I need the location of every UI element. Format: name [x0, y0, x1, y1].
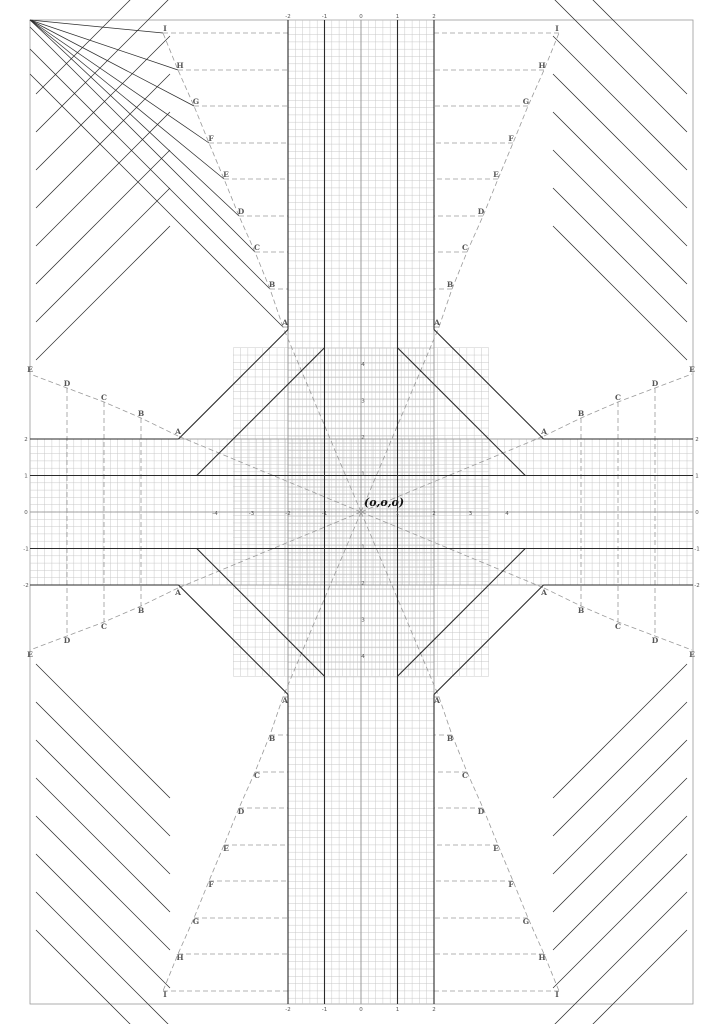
left-tick-label: 0 [24, 510, 28, 516]
point-label: B [577, 409, 585, 418]
point-label: A [434, 318, 440, 327]
point-label: A [541, 427, 547, 436]
hatch-line [553, 112, 687, 246]
point-label: E [27, 365, 33, 374]
right-tick-label: -1 [694, 546, 700, 553]
hatch-line [36, 112, 170, 246]
hatch-line [553, 74, 687, 208]
hatch-line [553, 0, 687, 94]
origin-label: (o,o,o) [364, 496, 405, 509]
left-tick-label: 2 [24, 437, 28, 443]
point-label: B [446, 280, 454, 289]
radial-line [361, 327, 439, 512]
point-label: C [254, 243, 260, 252]
point-label: D [63, 636, 71, 645]
hatch-line [36, 854, 170, 988]
bottom-tick-label: -2 [285, 1007, 291, 1013]
left-tick-label: 1 [24, 473, 28, 480]
horizontal-axis-tick: -3 [248, 511, 255, 517]
hatch-line [553, 778, 687, 912]
bottom-right-outline [439, 697, 559, 991]
top-tick-label: 1 [395, 14, 400, 20]
hatch-line [553, 702, 687, 836]
vertical-axis-tick: 2 [361, 581, 365, 587]
point-label: D [477, 807, 485, 816]
top-left-outline [163, 33, 283, 327]
vertical-axis-tick: 1 [361, 544, 365, 551]
horizontal-axis-tick: 2 [432, 511, 436, 517]
hatch-line [36, 740, 170, 874]
point-label: B [268, 280, 276, 289]
point-label: I [163, 24, 167, 33]
right-tick-label: 2 [695, 437, 699, 443]
hatch-line [553, 36, 687, 170]
radial-line [178, 512, 361, 588]
hatch-line [30, 49, 270, 289]
point-label: G [192, 917, 200, 926]
bottom-tick-label: 2 [432, 1007, 436, 1013]
point-label: B [268, 734, 276, 743]
horizontal-axis-tick: -4 [212, 511, 218, 517]
hatch-line [553, 188, 687, 322]
point-label: D [237, 807, 245, 816]
hatch-line [36, 778, 170, 912]
hatch-line [36, 930, 170, 1024]
point-label: A [541, 588, 547, 597]
bottom-tick-label: 1 [395, 1007, 400, 1013]
bottom-tick-label: 0 [359, 1007, 363, 1013]
hatch-line [553, 226, 687, 360]
point-label: C [615, 393, 621, 402]
top-tick-label: -2 [285, 14, 291, 20]
hatch-line [553, 150, 687, 284]
hatch-line [36, 188, 170, 322]
point-label: D [237, 207, 245, 216]
point-label: G [522, 917, 530, 926]
point-label: C [254, 771, 260, 780]
top-tick-label: 0 [359, 14, 363, 20]
hatch-line [553, 816, 687, 950]
right-tick-label: 1 [695, 473, 699, 480]
point-label: G [192, 97, 200, 106]
point-label: H [538, 953, 546, 962]
point-label: H [176, 953, 184, 962]
point-label: I [555, 24, 559, 33]
radial-line [361, 512, 544, 588]
hatch-line [553, 930, 687, 1024]
right-tick-label: -2 [694, 583, 700, 589]
bottom-tick-label: -1 [321, 1007, 328, 1013]
point-label: H [176, 61, 184, 70]
hatch-line [553, 854, 687, 988]
point-label: E [493, 170, 499, 179]
point-label: E [27, 650, 33, 659]
vertical-axis-tick: 4 [361, 654, 365, 660]
hatch-line [36, 74, 170, 208]
hatch-line [36, 664, 170, 798]
point-label: G [522, 97, 530, 106]
point-label: F [208, 880, 214, 889]
top-tick-label: 2 [432, 14, 436, 20]
horizontal-axis-tick: 1 [395, 511, 400, 517]
point-label: E [223, 844, 229, 853]
point-label: C [101, 622, 107, 631]
point-label: A [282, 696, 288, 705]
vertical-axis-tick: 1 [361, 471, 365, 478]
hatch-line [36, 36, 170, 170]
point-label: E [689, 365, 695, 374]
point-label: B [137, 409, 145, 418]
point-label: C [615, 622, 621, 631]
point-label: F [208, 134, 214, 143]
left-tick-label: -1 [23, 546, 29, 553]
point-label: I [555, 990, 559, 999]
horizontal-axis-tick: -2 [285, 511, 291, 517]
hub-diagonal [398, 348, 526, 476]
point-label: B [446, 734, 454, 743]
top-right-outline [439, 33, 559, 327]
point-label: B [577, 606, 585, 615]
point-label: A [434, 696, 440, 705]
hatch-line [553, 740, 687, 874]
horizontal-axis-tick: 4 [505, 511, 509, 517]
right-tick-label: 0 [695, 510, 699, 516]
point-label: I [163, 990, 167, 999]
point-label: A [175, 427, 181, 436]
point-label: A [175, 588, 181, 597]
hub-diagonal [197, 348, 325, 476]
top-tick-label: -1 [321, 14, 328, 20]
point-label: C [462, 771, 468, 780]
point-label: D [477, 207, 485, 216]
hatch-line [30, 20, 239, 216]
point-label: F [508, 880, 514, 889]
point-label: B [137, 606, 145, 615]
point-label: A [282, 318, 288, 327]
radial-line [178, 436, 361, 512]
point-label: E [223, 170, 229, 179]
vertical-axis-tick: 4 [361, 362, 365, 368]
point-label: E [689, 650, 695, 659]
point-label: C [101, 393, 107, 402]
vertical-axis-tick: 3 [361, 617, 365, 624]
hatch-line [553, 664, 687, 798]
horizontal-axis-tick: 3 [468, 511, 473, 517]
radial-line [361, 512, 439, 697]
point-label: C [462, 243, 468, 252]
point-label: D [651, 636, 659, 645]
hatch-line [30, 20, 194, 106]
hatch-line [36, 150, 170, 284]
point-label: D [651, 379, 659, 388]
horizontal-axis-tick: -1 [321, 511, 328, 517]
point-label: D [63, 379, 71, 388]
point-label: H [538, 61, 546, 70]
point-label: E [493, 844, 499, 853]
hatch-line [30, 74, 283, 327]
point-label: F [508, 134, 514, 143]
left-tick-label: -2 [23, 583, 29, 589]
hatch-line [36, 702, 170, 836]
hatch-line [36, 226, 170, 360]
vertical-axis-tick: 3 [361, 398, 365, 405]
vertical-axis-tick: 2 [361, 435, 365, 441]
hatch-line [36, 816, 170, 950]
